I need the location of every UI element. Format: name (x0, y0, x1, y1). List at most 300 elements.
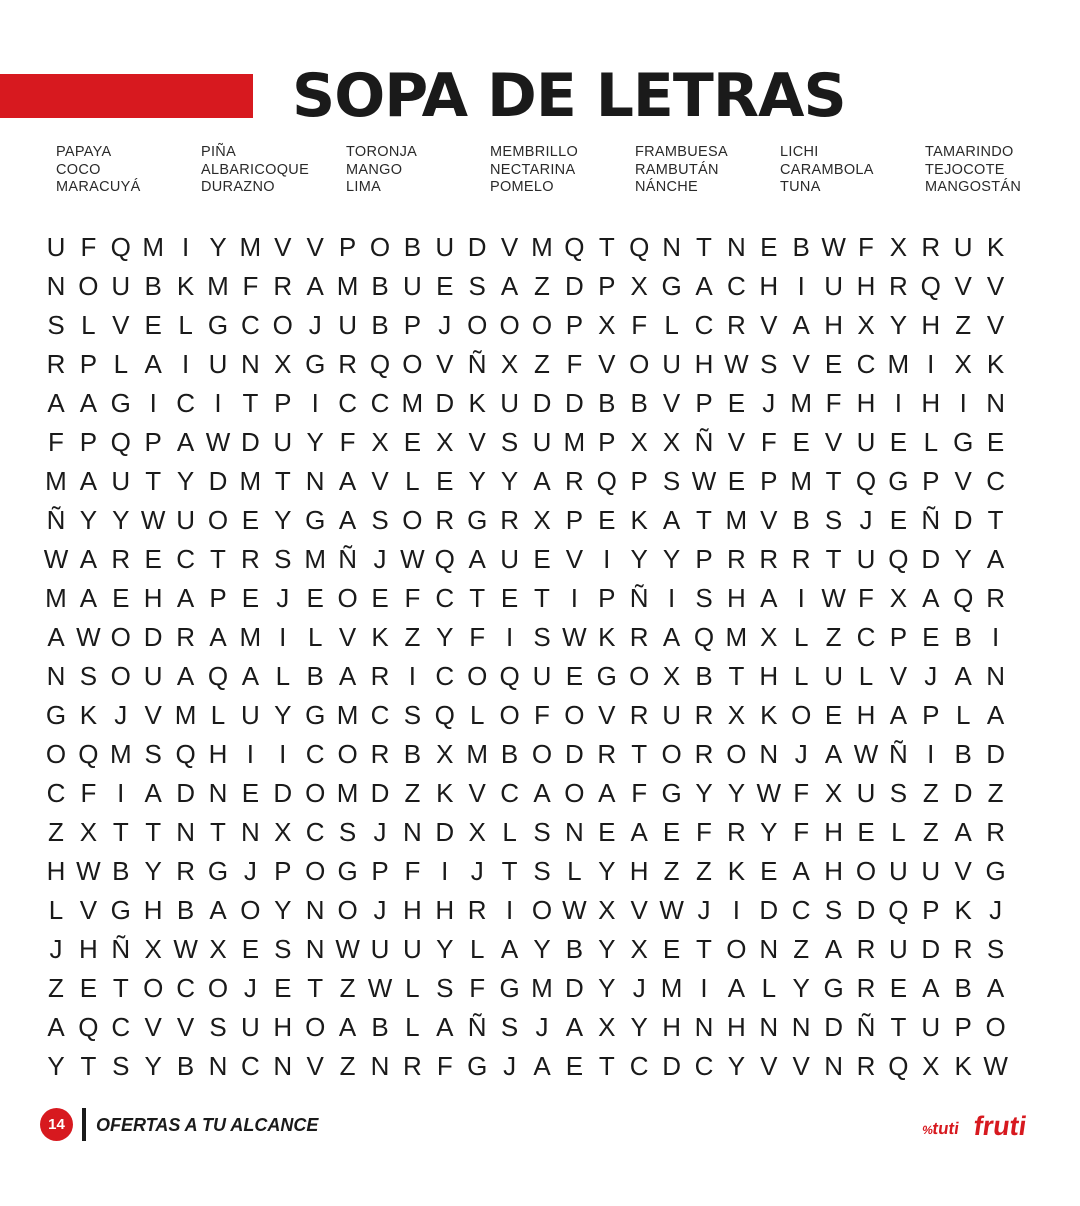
grid-letter: T (987, 505, 1004, 535)
grid-letter: I (505, 622, 514, 652)
grid-letter: N (46, 661, 66, 691)
grid-letter: F (760, 427, 777, 457)
grid-letter: C (338, 388, 357, 418)
grid-letter: R (921, 232, 941, 262)
grid-letter: C (176, 973, 195, 1003)
grid-letter: F (793, 778, 810, 808)
grid-letter: D (435, 817, 455, 847)
grid-letter: O (272, 310, 293, 340)
grid-letter: R (467, 895, 487, 925)
grid-letter: J (762, 388, 776, 418)
grid-letter: X (274, 349, 292, 379)
grid-letter: P (274, 856, 292, 886)
grid-letter: H (435, 895, 455, 925)
grid-letter: G (207, 856, 229, 886)
grid-letter: M (336, 700, 359, 730)
word-column (925, 144, 1065, 197)
grid-letter: O (467, 310, 488, 340)
grid-letter: L (469, 934, 485, 964)
grid-letter: N (403, 817, 422, 847)
grid-letter: G (661, 778, 682, 808)
grid-letter: P (760, 466, 778, 496)
grid-letter: T (469, 583, 486, 613)
grid-letter: Q (110, 232, 131, 262)
grid-letter: X (468, 817, 486, 847)
grid-letter: I (408, 661, 416, 691)
grid-letter: K (727, 856, 746, 886)
grid-letter: S (338, 817, 357, 847)
grid-letter: E (662, 934, 681, 964)
grid-letter: T (145, 817, 162, 847)
grid-letter: Q (629, 232, 650, 262)
grid-letter: H (824, 310, 843, 340)
grid-letter: H (143, 583, 163, 613)
grid-letter: Q (207, 661, 229, 691)
grid-letter: Z (696, 856, 712, 886)
word-item: TEJOCOTE (925, 161, 1005, 178)
grid-letter: M (401, 388, 424, 418)
grid-letter: J (308, 310, 322, 340)
grid-letter: B (403, 232, 422, 262)
word-item: MEMBRILLO (490, 144, 579, 160)
grid-letter: S (662, 466, 681, 496)
grid-letter: Q (78, 739, 99, 769)
grid-letter: E (889, 505, 908, 535)
grid-letter: N (208, 778, 228, 808)
grid-letter: B (630, 388, 648, 418)
grid-letter: Y (760, 817, 778, 847)
grid-letter: L (858, 661, 874, 691)
grid-letter: I (181, 349, 190, 379)
grid-letter: H (824, 856, 843, 886)
grid-letter: P (922, 466, 940, 496)
grid-letter: A (824, 739, 843, 769)
grid-letter: H (727, 1012, 746, 1042)
grid-letter: A (792, 856, 810, 886)
grid-letter: I (246, 739, 254, 769)
word-item: POMELO (490, 179, 554, 195)
grid-letter: L (405, 466, 420, 496)
grid-letter: M (725, 622, 748, 652)
grid-letter: E (889, 427, 908, 457)
grid-letter: T (112, 973, 129, 1003)
grid-letter: N (305, 895, 325, 925)
grid-letter: B (371, 310, 389, 340)
grid-letter: A (79, 466, 98, 496)
grid-letter: R (986, 817, 1005, 847)
grid-letter: V (954, 856, 972, 886)
grid-letter: X (79, 817, 98, 847)
grid-letter: V (986, 271, 1005, 301)
grid-letter: Z (825, 622, 842, 652)
grid-letter: F (858, 583, 874, 613)
grid-letter: X (760, 622, 778, 652)
grid-letter: C (727, 271, 746, 301)
grid-letter: N (986, 661, 1005, 691)
grid-letter: A (47, 622, 65, 652)
grid-letter: R (694, 739, 714, 769)
grid-letter: G (110, 895, 131, 925)
grid-letter: L (405, 973, 420, 1003)
grid-letter: U (435, 232, 455, 262)
grid-letter: I (797, 271, 805, 301)
grid-letter: B (954, 739, 972, 769)
grid-letter: U (500, 544, 519, 574)
word-item: TORONJA (346, 144, 418, 160)
grid-letter: O (499, 700, 520, 730)
footer-tagline: OFERTAS A TU ALCANCE (96, 1115, 319, 1135)
grid-letter: Ñ (856, 1012, 876, 1042)
grid-letter: H (824, 817, 843, 847)
word-item: MANGO (346, 161, 403, 178)
grid-letter: U (46, 232, 66, 262)
grid-letter: F (48, 427, 64, 457)
grid-letter: G (207, 310, 229, 340)
grid-letter: O (305, 1012, 326, 1042)
grid-letter: A (954, 817, 972, 847)
grid-letter: U (403, 271, 422, 301)
grid-letter: S (695, 583, 713, 613)
grid-letter: R (176, 622, 195, 652)
grid-row (40, 1008, 1032, 1047)
grid-letter: P (598, 583, 616, 613)
grid-letter: M (660, 973, 683, 1003)
grid-row (40, 969, 1032, 1008)
grid-letter: A (533, 466, 551, 496)
grid-letter: G (499, 973, 520, 1003)
grid-letter: S (760, 349, 778, 379)
grid-letter: V (824, 427, 843, 457)
grid-letter: R (338, 349, 357, 379)
grid-letter: R (856, 934, 876, 964)
grid-letter: Y (274, 895, 292, 925)
grid-letter: E (760, 856, 778, 886)
grid-letter: Y (144, 1051, 162, 1081)
grid-letter: Ñ (338, 544, 357, 574)
grid-letter: I (603, 544, 611, 574)
grid-letter: W (335, 934, 360, 964)
word-column (56, 144, 196, 197)
grid-letter: U (111, 271, 131, 301)
grid-letter: G (45, 700, 67, 730)
grid-letter: K (630, 505, 648, 535)
grid-letter: T (274, 466, 291, 496)
grid-letter: C (694, 310, 714, 340)
grid-letter: A (79, 544, 98, 574)
grid-letter: W (400, 544, 425, 574)
grid-letter: A (565, 1012, 584, 1042)
grid-letter: R (403, 1051, 422, 1081)
grid-letter: Z (339, 973, 356, 1003)
grid-letter: Y (598, 856, 616, 886)
grid-letter: N (241, 349, 260, 379)
grid-letter: Q (78, 1012, 99, 1042)
grid-letter: P (630, 466, 648, 496)
grid-letter: U (176, 505, 195, 535)
grid-letter: C (111, 1012, 131, 1042)
grid-letter: T (501, 856, 518, 886)
grid-letter: M (336, 778, 359, 808)
grid-letter: I (700, 973, 708, 1003)
grid-letter: A (792, 310, 810, 340)
grid-letter: U (111, 466, 131, 496)
grid-letter: E (241, 583, 260, 613)
grid-letter: F (696, 817, 712, 847)
grid-letter: Y (209, 232, 227, 262)
grid-letter: M (142, 232, 165, 262)
grid-letter: U (532, 661, 552, 691)
word-column (490, 144, 630, 197)
grid-letter: F (469, 622, 486, 652)
grid-letter: R (629, 700, 649, 730)
grid-letter: H (856, 271, 876, 301)
footer-divider (82, 1108, 86, 1141)
grid-letter: U (338, 310, 357, 340)
grid-letter: J (535, 1012, 549, 1042)
grid-letter: A (47, 1012, 65, 1042)
grid-letter: H (629, 856, 649, 886)
grid-letter: R (629, 622, 649, 652)
grid-letter: E (792, 427, 810, 457)
grid-letter: F (825, 388, 842, 418)
grid-letter: S (889, 778, 908, 808)
grid-letter: M (790, 388, 813, 418)
grid-letter: Y (176, 466, 195, 496)
grid-letter: L (405, 1012, 420, 1042)
grid-letter: J (243, 973, 257, 1003)
grid-letter: O (629, 661, 650, 691)
grid-letter: V (306, 232, 324, 262)
grid-letter: A (630, 817, 648, 847)
grid-letter: Y (112, 505, 130, 535)
grid-letter: B (112, 856, 130, 886)
grid-letter: L (81, 310, 96, 340)
grid-letter: F (339, 427, 356, 457)
grid-letter: K (986, 232, 1005, 262)
grid-letter: U (856, 778, 876, 808)
grid-letter: A (144, 778, 162, 808)
grid-letter: D (143, 622, 163, 652)
grid-letter: E (79, 973, 98, 1003)
grid-letter: X (824, 778, 843, 808)
grid-letter: O (402, 349, 423, 379)
grid-letter: R (727, 544, 746, 574)
grid-letter: B (176, 895, 195, 925)
grid-letter: Ñ (921, 505, 941, 535)
grid-letter: D (176, 778, 195, 808)
grid-letter: E (144, 544, 162, 574)
grid-letter: K (954, 895, 972, 925)
grid-row (40, 618, 1032, 657)
grid-letter: X (630, 427, 648, 457)
grid-letter: Y (889, 310, 908, 340)
grid-letter: U (241, 700, 260, 730)
grid-letter: O (305, 778, 326, 808)
grid-letter: A (727, 973, 746, 1003)
word-item: COCO (56, 161, 101, 178)
grid-letter: W (691, 466, 717, 496)
grid-letter: P (338, 232, 357, 262)
grid-letter: Q (499, 661, 520, 691)
grid-letter: F (404, 856, 421, 886)
grid-letter: D (921, 544, 941, 574)
grid-letter: I (570, 583, 578, 613)
grid-letter: V (371, 466, 389, 496)
grid-letter: P (565, 310, 584, 340)
grid-letter: V (760, 310, 778, 340)
word-item: FRAMBUESA (635, 144, 728, 160)
grid-letter: H (662, 1012, 681, 1042)
grid-letter: M (174, 700, 197, 730)
grid-letter: U (532, 427, 552, 457)
grid-letter: O (369, 232, 391, 262)
grid-letter: X (436, 739, 454, 769)
grid-letter: B (500, 739, 519, 769)
grid-letter: E (986, 427, 1005, 457)
grid-letter: B (565, 934, 584, 964)
grid-letter: D (565, 739, 584, 769)
word-item: NÁNCHE (635, 179, 699, 195)
grid-letter: S (468, 271, 486, 301)
grid-letter: Q (953, 583, 974, 613)
grid-letter: Z (922, 778, 939, 808)
grid-row (40, 267, 1032, 306)
grid-letter: J (924, 661, 938, 691)
grid-letter: T (112, 817, 129, 847)
grid-letter: R (273, 271, 293, 301)
grid-letter: Z (534, 271, 550, 301)
grid-letter: E (727, 466, 746, 496)
grid-letter: J (632, 973, 646, 1003)
grid-letter: G (305, 505, 326, 535)
grid-row (40, 462, 1032, 501)
grid-letter: T (696, 232, 712, 262)
grid-letter: N (759, 934, 779, 964)
grid-letter: V (760, 505, 778, 535)
grid-letter: P (79, 427, 98, 457)
grid-letter: V (500, 232, 519, 262)
grid-letter: R (727, 817, 746, 847)
grid-letter: S (112, 1051, 130, 1081)
grid-letter: B (371, 1012, 389, 1042)
grid-letter: I (991, 622, 1000, 652)
grid-letter: V (954, 271, 972, 301)
grid-letter: R (435, 505, 455, 535)
grid-letter: D (953, 505, 973, 535)
grid-letter: V (760, 1051, 778, 1081)
grid-letter: P (922, 700, 940, 730)
grid-letter: T (696, 505, 712, 535)
grid-letter: V (598, 349, 616, 379)
grid-letter: O (78, 271, 99, 301)
grid-letter: M (239, 232, 262, 262)
grid-letter: Z (922, 817, 939, 847)
grid-letter: E (371, 583, 389, 613)
grid-letter: T (145, 466, 162, 496)
grid-letter: Y (630, 544, 648, 574)
grid-letter: I (505, 895, 514, 925)
grid-letter: X (630, 934, 648, 964)
grid-letter: Y (436, 622, 454, 652)
grid-letter: X (209, 934, 227, 964)
grid-letter: I (667, 583, 676, 613)
grid-letter: D (532, 388, 552, 418)
grid-letter: D (921, 934, 941, 964)
grid-letter: A (79, 388, 98, 418)
grid-letter: J (373, 895, 387, 925)
grid-letter: K (760, 700, 778, 730)
grid-letter: O (207, 505, 229, 535)
grid-letter: Z (534, 349, 550, 379)
grid-letter: E (241, 778, 260, 808)
word-item: DURAZNO (201, 179, 275, 195)
grid-letter: H (694, 349, 714, 379)
grid-letter: N (305, 934, 325, 964)
grid-letter: O (240, 895, 261, 925)
grid-letter: C (370, 388, 390, 418)
grid-letter: B (695, 661, 713, 691)
grid-letter: W (983, 1051, 1008, 1081)
grid-row (40, 345, 1032, 384)
grid-letter: Q (596, 466, 617, 496)
grid-letter: A (436, 1012, 454, 1042)
grid-letter: P (79, 349, 98, 379)
grid-letter: X (889, 232, 908, 262)
grid-letter: U (889, 934, 908, 964)
grid-letter: J (373, 544, 387, 574)
grid-row (40, 735, 1032, 774)
grid-letter: Ñ (467, 1012, 487, 1042)
grid-letter: Y (274, 505, 292, 535)
grid-letter: T (534, 583, 550, 613)
grid-letter: I (181, 232, 190, 262)
grid-letter: Q (434, 544, 455, 574)
grid-letter: R (727, 310, 746, 340)
grid-letter: L (793, 622, 809, 652)
grid-letter: N (986, 388, 1005, 418)
grid-letter: M (466, 739, 489, 769)
word-item: LICHI (780, 144, 819, 160)
grid-letter: K (986, 349, 1005, 379)
grid-letter: D (241, 427, 260, 457)
grid-letter: O (110, 661, 131, 691)
grid-letter: X (857, 310, 875, 340)
grid-letter: Q (434, 700, 455, 730)
grid-letter: U (370, 934, 390, 964)
grid-letter: S (500, 427, 519, 457)
grid-letter: E (889, 973, 908, 1003)
grid-row (40, 1047, 1032, 1086)
grid-letter: R (176, 856, 195, 886)
grid-letter: P (565, 505, 584, 535)
grid-letter: E (436, 271, 454, 301)
grid-letter: V (662, 388, 681, 418)
grid-letter: S (500, 1012, 519, 1042)
grid-letter: A (824, 934, 843, 964)
grid-letter: E (306, 583, 324, 613)
grid-letter: N (241, 817, 260, 847)
grid-letter: V (468, 427, 486, 457)
grid-letter: X (436, 427, 454, 457)
grid-letter: C (629, 1051, 649, 1081)
grid-letter: E (922, 622, 940, 652)
grid-letter: N (208, 1051, 228, 1081)
grid-letter: G (985, 856, 1006, 886)
grid-letter: E (436, 466, 454, 496)
grid-letter: L (923, 427, 939, 457)
grid-letter: W (43, 544, 69, 574)
grid-letter: T (242, 388, 259, 418)
